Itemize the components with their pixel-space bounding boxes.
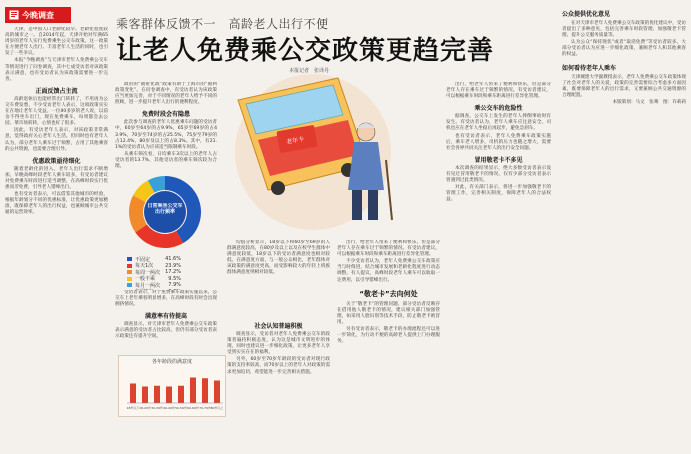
bar-category-label: 70-79岁 — [199, 406, 211, 410]
section-heading: 社会认知普遍积极 — [254, 323, 303, 330]
legend-label: 每周一两次 — [135, 269, 161, 276]
paragraph: 出行，给老年人带来了便利和快乐，但是部分老年人存在乘车过于频繁的情况。有受访者建议，可以根据乘车时段和乘车距离进行差异化管理。 — [446, 82, 551, 100]
paragraph: 调查显示，受访者对老年人免费乘公交车的政策普遍持积极态度，认为这是城市文明进步的体现，同时也建议进一步细化政策，让更多老年人享受到实实在在的福利。 — [227, 332, 330, 356]
article-column-5 — [446, 82, 551, 454]
bar — [154, 386, 160, 403]
paragraph: 在对天津市老年人免费乘公交车政策的优化建议中，受访者提出了多种意见，包括完善乘车时段管理、加强敬老卡管理、提升公交服务质量等。 — [562, 21, 686, 39]
legend-label: 每月一两次 — [135, 282, 161, 289]
legend-value: 9.5% — [168, 275, 181, 282]
paragraph: 天津城建大学副教授表示，老年人免费乘公交车政策体现了社会对老年人的关爱，政策的完善需要综合考虑多方面因素，既要保障老年人的出行需求，又要兼顾公共交通资源的合理配置。 — [562, 74, 686, 98]
legend-value: 23.9% — [165, 262, 181, 269]
paragraph: 高龄退休后也能经常出门转转了，不用再为公交车费发愁，不少受访老年人表示，这项政策实实在在地让老年人受益。一位80多岁的老人说，以前舍不得坐车出门，现在免费乘车，每周都会去公园、菜市场转转，心情也好了很多。 — [5, 96, 108, 127]
chart-title: 各年龄段的满意度 — [151, 359, 192, 365]
bar — [214, 381, 220, 404]
paragraph: 此次参与调查的老年人优惠乘车问题的受访者中，60岁至64岁的占9.9%，65岁至69岁的占43.9%，70岁至74岁的占25.5%，75岁至79岁的占12.4%，80岁及以上的占8.3%。其中，有21.1%的受访者认为应该适当限制乘车时段。 — [115, 120, 217, 150]
legend-swatch — [127, 283, 132, 287]
paragraph: 认为公众“保持现状”或者“取消免费”等受访者较多。大部分受访者认为应进一步细化政策，兼顾老年人和其他乘客的权益。 — [562, 40, 686, 58]
legend-swatch — [127, 257, 132, 261]
bar — [130, 384, 136, 404]
bar — [166, 387, 172, 404]
paragraph: 也有受访者表示，可以借鉴其他城市的经验，根据年龄划分不同的优惠标准，让优惠政策更加精准，既保障老年人的出行权益，也兼顾城市公共交通的运营效率。 — [5, 192, 108, 216]
section-heading: 满意率有待提高 — [144, 313, 187, 321]
paragraph: 也有受访者表示，老年人免费乘车政策实施后，乘车老人增多，司机的压力也随之增大，需要社会各界共同关注老年人的出行安全问题。 — [446, 133, 551, 151]
bar-category-label: 40-49岁 — [163, 406, 175, 410]
paragraph: 据调查，公交车上发生的老年人摔倒事故时有发生。有受访者认为，老年人乘车应注意安全，司机也应在老年人坐稳后再起步，避免急刹车。 — [446, 114, 551, 132]
column-tag — [5, 7, 71, 23]
kicker: 乘客群体反馈不一 高龄老人出行不便 — [116, 17, 329, 31]
bar — [178, 386, 184, 403]
paragraph: 随着老龄化的进入，老年人出行需求不断增加，早晚高峰时段老年人乘车较多，有受访者建议对免费乘车时段进行适当调整，在高峰时段实行优惠而非免费，引导老人错峰出行。 — [5, 166, 108, 190]
section-heading: 公众提供优化意见 — [562, 11, 611, 18]
section-heading: 乘公交车的危险性 — [474, 105, 523, 113]
legend-swatch — [127, 264, 132, 268]
bus-illustration — [218, 70, 408, 235]
bar-chart — [118, 355, 226, 417]
paragraph: 从乘车频次看，日均乘车3次以上的老年人占受访者的13.7%，其他受访者的乘车频次较为合理。 — [115, 151, 217, 170]
section-heading: 冒用敬老卡不多见 — [474, 156, 523, 164]
section-heading: 如何看待老年人乘车 — [562, 64, 617, 72]
legend-value: 41.6% — [165, 256, 181, 263]
paragraph: 均值分析显示，18岁以下和60岁至69岁的人群满意度较高，在80岁及以上以及在校学生群体中满意度较低，18岁以下的受访者满意度也相对较低。在满意度方面，与一般公众相比，老年群体对该政策的满意度更高，而受影响较大的年轻上班族群体满意度则相对较低。 — [227, 240, 330, 276]
senior-card-label: 老年卡 — [285, 135, 305, 146]
bar-category-label: 18岁以下 — [126, 406, 140, 410]
donut-legend — [127, 256, 215, 290]
paragraph: 关于“敬老卡”的管理问题，部分受访者反映存在借用他人敬老卡的情况，建议相关部门加强管理，如采用人脸识别等技术手段，防止敬老卡被冒用。 — [337, 301, 440, 325]
section-heading: 正面反馈占主流 — [35, 87, 78, 95]
paragraph: 受访者表示，对于免费乘车政策实施以来，公交车上老年乘客明显增多，在高峰时段有时会出现拥挤情况。 — [115, 290, 217, 308]
paragraph: 另外，60岁至70岁年龄段的受访者对现行政策的支持率较高，而70岁以上的老年人对政策的需求更加迫切，希望能进一步完善相关措施。 — [227, 357, 330, 375]
section-heading: 免费时段会有隐患 — [141, 111, 190, 119]
bar-chart-svg — [119, 365, 225, 415]
bar-category-label: 50-59岁 — [175, 406, 187, 410]
legend-value: 17.2% — [165, 269, 181, 276]
paragraph: 另有受访者表示，敬老卡的办理流程还可以进一步简化，为行动不便的高龄老人提供上门办理服务。 — [337, 327, 440, 345]
article-column-1 — [5, 27, 108, 454]
donut-center-label: 日常乘坐公交车出行频率 — [147, 203, 183, 215]
bar-category-label: 60-69岁 — [187, 406, 199, 410]
bar — [202, 378, 208, 403]
article-column-4 — [337, 240, 440, 454]
paragraph: 调查显示，对天津市老年人免费乘公交车政策表示满意的受访者占比较高，但仍有部分受访者表示政策还有提升空间。 — [115, 322, 217, 340]
bar-category-label: 18-29岁 — [139, 406, 151, 410]
headline: 让老人免费乘公交政策更趋完善 — [116, 36, 495, 66]
paragraph: 本次调查的结果显示，绝大多数受访者表示没有见过冒用敬老卡的情况，仅有少部分受访者表示曾遇到过此类情况。 — [446, 165, 551, 184]
bar — [190, 378, 196, 404]
donut-chart — [115, 172, 215, 290]
quote-heading: “敬老卡”去向何处 — [359, 289, 418, 298]
bar-category-label: 30-39岁 — [151, 406, 163, 410]
newspaper-icon — [9, 10, 19, 20]
legend-swatch — [127, 270, 132, 274]
article-column-3b — [227, 318, 330, 454]
legend-swatch — [127, 277, 132, 281]
paragraph: 政府的“福祉化政”政策有助于上海市的“福利政策变化”。在问卷调查中，有受访者认为该政策应当更加完善，对于不同情况的老年人给予不同的照顾，进一步提升老年人出行的便利程度。 — [115, 82, 217, 106]
legend-value — [163, 289, 181, 290]
bar — [142, 387, 148, 404]
legend-label: 每天1次 — [135, 263, 154, 270]
paragraph: 因此，有受访老年人表示，对该政策非常满意，觉得政府关心老年人生活。但同时也有老年人认为，部分老年人乘车过于频繁，占用了其他乘客的公共资源，也需要合理引导。 — [5, 128, 108, 152]
bar-category-label: 80岁以上 — [210, 406, 224, 410]
paragraph: 本报“今晚调查”与天津市老年人免费乘公交车等情况进行了问卷调查，其中七成受访者对该政策表示满意，也有受访者认为该政策需要进一步完善。 — [5, 58, 108, 82]
legend-label: 不固定 — [135, 256, 151, 263]
byline: 本报记者 张译丹 — [289, 68, 330, 74]
article-column-6 — [562, 5, 686, 454]
credits: 本版策划：马文 张骞 图：许莉莉 — [612, 99, 686, 105]
section-heading: 优惠政策亟待细化 — [32, 157, 81, 165]
legend-value: 7.9% — [168, 282, 181, 289]
paragraph: 出行，给老年人带来了便利和快乐，但是部分老年人存在乘车过于频繁的情况。有受访者建议，可以根据乘车时段和乘车距离进行差异化管理。 — [337, 240, 440, 258]
donut-svg — [115, 172, 215, 252]
paragraph: 对此，有关部门表示，将进一步加强敬老卡的管理工作，完善相关制度，保障老年人的合法权益。 — [446, 185, 551, 203]
legend-label: 一般不乘 — [135, 276, 156, 283]
paragraph: 天津，是中国人口老龄化较早、老龄化程度较高的城市之一。自2014年起，天津开始对年满65周岁的老年人实行免费乘坐公交车政策。这一政策在方便老年人出行、丰富老年人生活的同时，也引发了一些争议。 — [5, 27, 108, 57]
column-tag-label: 今晚调查 — [22, 10, 54, 20]
paragraph: 不少受访者认为，老年人免费乘公交车政策应当与时俱进，结合城市发展和老龄化程度进行动态调整。有人提议，高峰时段老年人乘车可以收取一定费用，以引导错峰出行。 — [337, 259, 440, 283]
legend-item — [127, 289, 215, 291]
legend-label — [135, 288, 163, 290]
